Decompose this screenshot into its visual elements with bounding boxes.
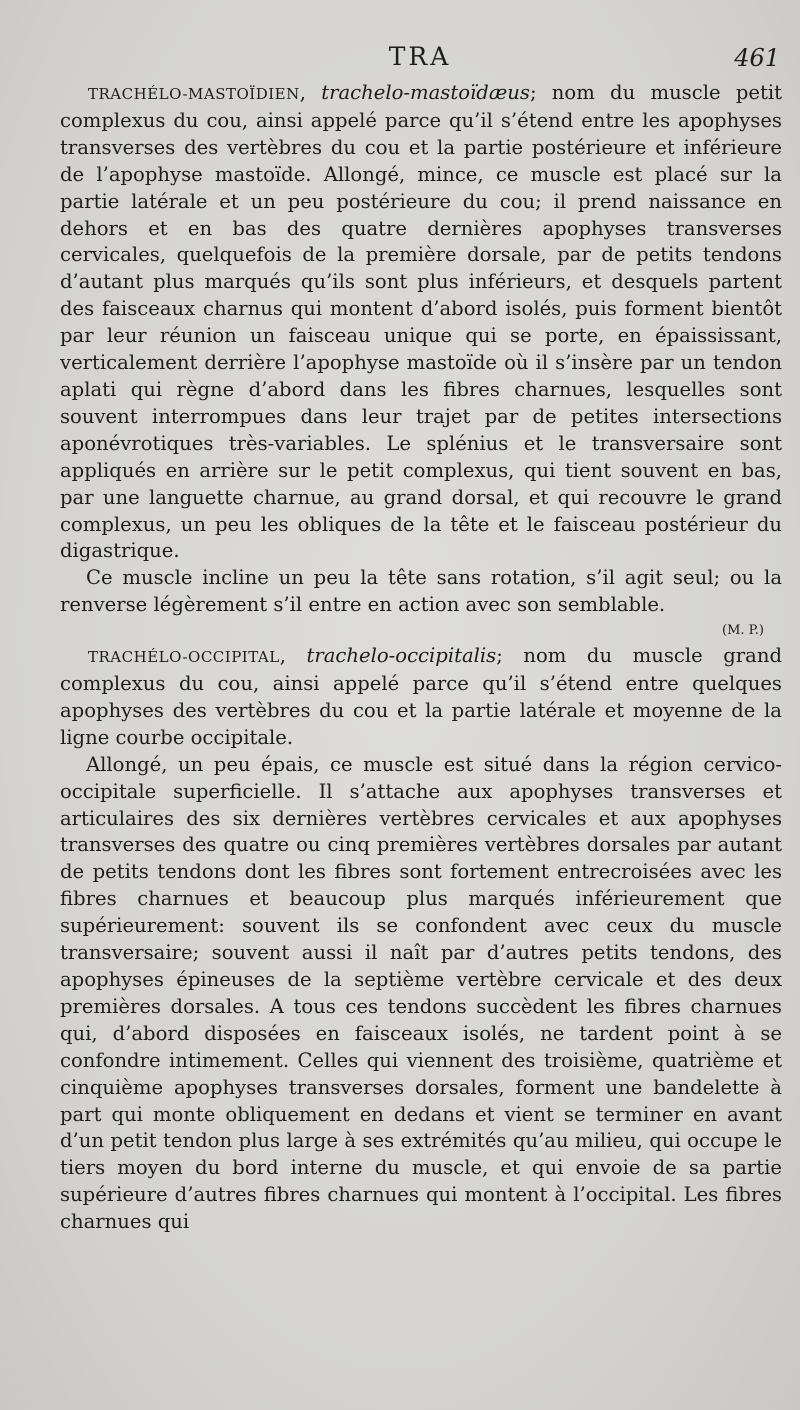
author-signature: (M. P.)	[722, 623, 764, 639]
entry-headword: TRACHÉLO-OCCIPITAL	[88, 648, 280, 667]
entry-paragraph: TRACHÉLO-MASTOÏDIEN, trachelo-mastoïdæus; nom du muscle petit complexus du cou, ainsi appelé parce qu’il s’étend entre les apophyses transverses des vertèbres du cou et la partie postérieure et inférieure de l’apophyse mastoïde. Allongé, mince, ce muscle est placé sur la partie latérale et un peu postérieure du cou; il prend naissance en dehors et en bas des quatre dernières apophyses transverses cervicales, quelquefois de la première dorsale, par de petits tendons d’autant plus marqués qu’ils sont plus inférieurs, et desquels partent des faisceaux charnus qui montent d’abord isolés, puis forment bientôt par leur réunion un faisceau unique qui se porte, en épaississant, verticalement derrière l’apophyse mastoïde où il s’insère par un tendon aplati qui règne d’abord dans les fibres charnues, lesquelles sont souvent interrompues dans leur trajet par de petites intersections aponévrotiques très-variables. Le splénius et le transversaire sont appliqués en arrière sur le petit complexus, qui tient souvent en bas, par une languette charnue, au grand dorsal, et qui recouvre le grand complexus, un peu les obliques de la tête et le faisceau postérieur du digastrique.	[60, 81, 782, 563]
entry-paragraph: Ce muscle incline un peu la tête sans rotation, s’il agit seul; ou la renverse légèrement s’il entre en action avec son semblable.	[60, 566, 782, 617]
entry-body-text: ; nom du muscle petit complexus du cou, ainsi appelé parce qu’il s’étend entre les apophyses transverses des vertèbres du cou et la partie postérieure et inférieure de l’apophyse mastoïde. Allongé, mince, ce muscle est placé sur la partie latérale et un peu postérieure du cou; il prend naissance en dehors et en bas des quatre dernières apophyses transverses cervicales, quelquefois de la première dorsale, par de petits tendons d’autant plus marqués qu’ils sont plus inférieurs, et desquels partent des faisceaux charnus qui montent d’abord isolés, puis forment bientôt par leur réunion un faisceau unique qui se porte, en épaississant, verticalement derrière l’apophyse mastoïde où il s’insère par un tendon aplati qui règne d’abord dans les fibres charnues, lesquelles sont souvent interrompues dans leur trajet par de petites intersections aponévrotiques très-variables. Le splénius et le transversaire sont appliqués en arrière sur le petit complexus, qui tient souvent en bas, par une languette charnue, au grand dorsal, et qui recouvre le grand complexus, un peu les obliques de la tête et le faisceau postérieur du digastrique.	[60, 81, 782, 563]
entry-latin-term: trachelo-occipitalis	[306, 644, 497, 668]
entry-latin-term: trachelo-mastoïdæus	[321, 81, 530, 104]
entry-paragraph: TRACHÉLO-OCCIPITAL, trachelo-occipitalis; nom du muscle grand complexus du cou, ainsi appelé parce qu’il s’étend entre quelques apophyses des vertèbres du cou et la partie latérale et moyenne de la ligne courbe occipitale.	[60, 644, 783, 749]
entry-body-text: ; nom du muscle grand complexus du cou, ainsi appelé parce qu’il s’étend entre quelques apophyses des vertèbres du cou et la partie latérale et moyenne de la ligne courbe occipitale.	[60, 644, 783, 749]
entry-paragraph: Allongé, un peu épais, ce muscle est situé dans la région cervico-occipitale superficielle. Il s’attache aux apophyses transverses et articulaires des six dernières vertèbres cervicales et aux apophyses transverses des quatre ou cinq premières vertèbres dorsales par autant de petits tendons dont les fibres sont fortement entrecroisées avec les fibres charnues et beaucoup plus marqués inférieurement que supérieurement: souvent ils se confondent avec ceux du muscle transversaire; souvent aussi il naît par d’autres petits tendons, des apophyses épineuses de la septième vertèbre cervicale et des deux premières dorsales. A tous ces tendons succèdent les fibres charnues qui, d’abord disposées en faisceaux isolés, ne tardent point à se confondre intimement. Celles qui viennent des troisième, quatrième et cinquième apophyses transverses dorsales, forment une bandelette à part qui monte obliquement en dedans et vient se terminer en avant d’un petit tendon plus large à ses extrémités qu’au milieu, qui occupe le tiers moyen du bord interne du muscle, et qui envoie de sa partie supérieure d’autres fibres charnues qui montent à l’occipital. Les fibres charnues qui	[60, 752, 782, 1234]
body-text	[60, 80, 782, 1236]
page-header	[60, 42, 780, 82]
entry-headword: TRACHÉLO-MASTOÏDIEN	[88, 85, 300, 103]
page-number: 461	[734, 44, 780, 72]
running-head: TRA	[388, 42, 452, 71]
